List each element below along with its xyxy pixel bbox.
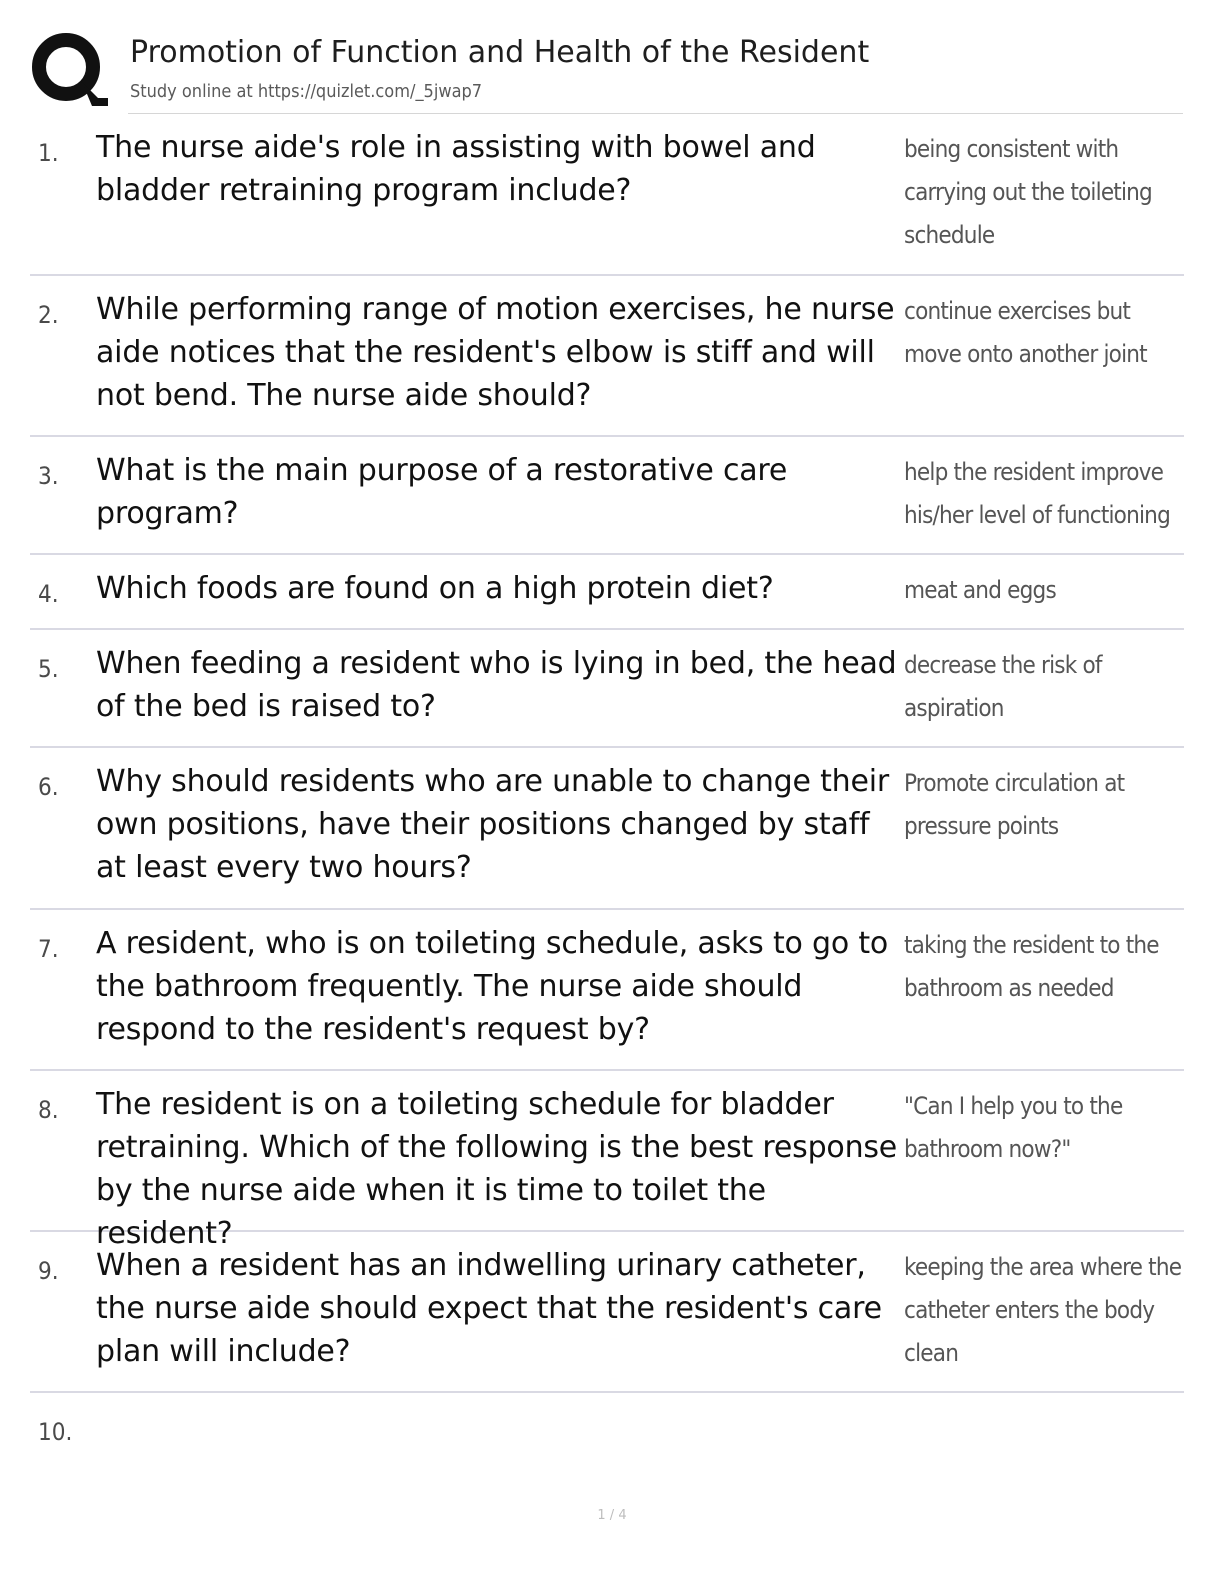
card-question: A resident, who is on toileting schedule, asks to go to the bathroom frequently. The nurse aide should respond to the resident's request by? [96, 926, 889, 1047]
card-question: The nurse aide's role in assisting with bowel and bladder retraining program include? [96, 130, 816, 208]
card-number: 7. [38, 935, 59, 963]
card-question: Why should residents who are unable to change their own positions, have their positions changed by staff at least every two hours? [96, 764, 890, 885]
card-answer: taking the resident to the bathroom as needed [904, 931, 1159, 1002]
card-number: 5. [38, 655, 59, 683]
card-number: 3. [38, 462, 59, 490]
flashcard-row [30, 437, 1184, 555]
card-answer: Promote circulation at pressure points [904, 769, 1125, 840]
card-answer: being consistent with carrying out the toileting schedule [904, 135, 1152, 249]
card-question: When a resident has an indwelling urinary catheter, the nurse aide should expect that the resident's care plan will include? [96, 1248, 882, 1369]
flashcard-row [30, 114, 1184, 276]
card-number: 4. [38, 580, 59, 608]
document-title: Promotion of Function and Health of the Resident [130, 35, 870, 70]
flashcard-row [30, 630, 1184, 748]
card-answer: help the resident improve his/her level of functioning [904, 458, 1170, 529]
flashcard-row [30, 276, 1184, 437]
card-number: 10. [38, 1418, 73, 1446]
study-online-link[interactable]: Study online at https://quizlet.com/_5jwap7 [130, 81, 483, 102]
card-question: What is the main purpose of a restorative care program? [96, 453, 788, 531]
flashcard-row [30, 748, 1184, 910]
flashcard-row [30, 1393, 1184, 1473]
flashcard-row [30, 555, 1184, 630]
card-answer: "Can I help you to the bathroom now?" [904, 1092, 1123, 1163]
document-header [30, 30, 1190, 114]
page-indicator: 1 / 4 [597, 1508, 627, 1523]
card-answer: decrease the risk of aspiration [904, 651, 1102, 722]
flashcard-row [30, 1071, 1184, 1251]
card-question: While performing range of motion exercises, he nurse aide notices that the resident's elbow is stiff and will not bend. The nurse aide should? [96, 292, 895, 413]
card-answer: meat and eggs [904, 576, 1056, 604]
flashcard-list [30, 114, 1184, 1473]
card-question: Which foods are found on a high protein diet? [96, 571, 774, 606]
card-number: 1. [38, 139, 59, 167]
card-number: 9. [38, 1257, 59, 1285]
quizlet-logo-icon [30, 30, 108, 108]
card-number: 6. [38, 773, 59, 801]
card-question: The resident is on a toileting schedule for bladder retraining. Which of the following is the best response by the nurse aide when it is time to toilet the resident? [96, 1087, 898, 1251]
card-number: 2. [38, 301, 59, 329]
card-answer: continue exercises but move onto another joint [904, 297, 1147, 368]
flashcard-row [30, 1232, 1184, 1393]
card-question: When feeding a resident who is lying in bed, the head of the bed is raised to? [96, 646, 897, 724]
card-number: 8. [38, 1096, 59, 1124]
card-answer: keeping the area where the catheter enters the body clean [904, 1253, 1182, 1367]
flashcard-row [30, 910, 1184, 1071]
